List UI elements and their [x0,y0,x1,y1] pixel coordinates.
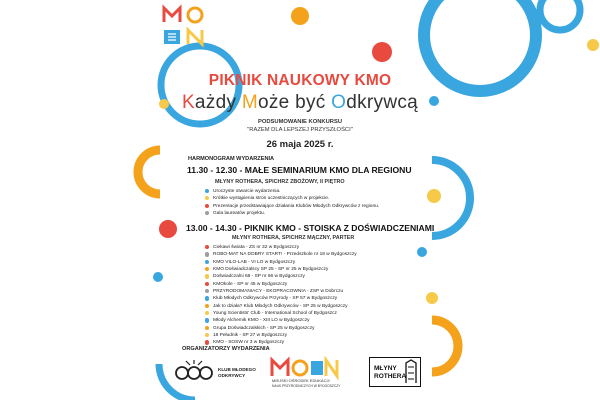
bullet-dot-icon [205,274,209,278]
session1-place: MŁYNY ROTHERA, SPICHRZ ZBOŻOWY, II PIĘTRO [215,179,345,185]
moen-logo-top [162,4,210,48]
orange-dot-top [291,7,309,25]
list-item [213,318,357,325]
session2-place: MŁYNY ROTHERA, SPICHRZ MĄCZNY, PARTER [232,235,355,241]
list-item-text: Klub Młodych Odkrywców Przyrody - SP 57 w Bydgoszczy [213,296,338,302]
bullet-dot-icon [205,318,209,322]
list-item [213,282,357,289]
bullet-dot-icon [205,296,209,300]
list-item-text: Uroczyste otwarcie wydarzenia. [213,189,281,194]
mlyny-rothera-text [374,365,406,381]
list-item-text: Ciekawi świata - ZS nr 32 w Bydgoszczy [213,245,300,250]
blue-ring-small-top [540,0,580,30]
list-item-text: KMO Doświadczalscy SP 25 - SP nr 25 w Bydgoszczy [213,267,329,273]
list-item [213,211,379,218]
list-item-text: Jak to działa? Klub Młodych Odkrywców - SP 25 w Bydgoszczy [213,303,348,309]
subtitle-part: K [181,92,195,113]
kmo-logo-text [218,367,256,378]
list-item-text: ROBO-MAT NA DOBRY START! - Przedszkole nr 18 w Bydgoszczy [213,252,357,258]
yellow-dot-right [587,39,599,51]
list-item [213,252,357,259]
orange-half-circle-left [138,150,160,194]
bullet-dot-icon [205,204,209,208]
yellow-dot-right-mid [427,189,441,203]
subtitle-part: O [331,92,347,113]
moen-line2: NAUK PRZYRODNICZYCH W BYDGOSZCZY [272,383,341,388]
session2-title: 13.00 - 14.30 - PIKNIK KMO - STOISKA Z DOŚWIADCZENIAMI [186,223,435,233]
list-item [213,274,357,281]
session1-title: 11.30 - 12.30 - MAŁE SEMINARIUM KMO DLA REGIONU [187,165,412,175]
orange-arc-right-bottom [432,320,458,372]
red-dot-right [372,42,392,62]
list-item-text: Doświadczalni 66 - SP nr 66 w Bydgoszczy [213,274,305,280]
subtitle-part: oże być [257,92,332,113]
page-subtitle [0,92,600,114]
red-dot-left [159,220,177,238]
list-item-text: Gala laureatów projektu. [213,210,265,216]
list-item-text: KMOkole - SP nr 45 w Bydgoszczy [213,281,288,287]
list-item-text: Prezentacje przedstawiające działania Klubów Młodych Odkrywców z regionu. [213,203,380,209]
bullet-dot-icon [205,340,209,344]
moen-logo-bottom [270,356,340,396]
kmo-line2: ODKRYWCY [218,372,246,378]
list-item-text: KMO VILO-LAB - VI LO w Bydgoszczy [213,259,296,265]
blue-dot-right-mid [417,247,427,257]
subtitle-part: dkrywcą [346,92,419,113]
bullet-dot-icon [205,282,209,286]
mlyny-line1: MŁYNY [374,365,397,372]
page-title: PIKNIK NAUKOWY KMO [208,72,392,89]
list-item-text: Krótkie wystąpienia stron uczestniczących w projekcie. [213,196,330,202]
session1-list [213,189,379,218]
list-item-text: Młody Alchemik KMO - XIII LO w Bydgoszczy [213,318,310,324]
yellow-dot-right-lower [426,292,438,304]
kmo-line1: KLUB MŁODEGO [218,367,256,372]
list-item [213,260,357,267]
list-item-text: KMO - SOSW nr 3 w Bydgoszczy [213,340,285,346]
bullet-dot-icon [205,260,209,264]
list-item-text: PRZYRODOMANIACY - EKOPRACOWNIA - ZSP w Dobrczu [213,289,344,295]
subtitle-part: M [241,92,258,113]
list-item-text: Grupa Doświadczalskich - SP 25 w Bydgoszczy [213,325,315,331]
contest-name: "RAZEM DLA LEPSZEJ PRZYSZŁOŚCI" [247,127,353,133]
session2-list [213,245,357,348]
mlyny-line2: ROTHERA [374,373,407,380]
schedule-heading: HARMONOGRAM WYDARZENIA [188,156,275,162]
bullet-dot-icon [205,252,209,256]
event-date: 26 maja 2025 r. [266,139,334,150]
blue-dot-left [153,272,163,282]
moen-line1: MIEJSKI OŚRODEK EDUKACJI [272,378,330,383]
list-item-text: 18 Pełudnik - SP 27 w Bydgoszczy [213,333,288,339]
list-item [213,304,357,311]
list-item [213,204,379,211]
moen-logo-text [272,379,352,388]
list-item-text: Young Scientists' Club - International School of Bydgoszcz [213,311,337,317]
list-item [213,296,357,303]
subtitle-part: ażdy [194,92,242,113]
organizers-heading: ORGANIZATORZY WYDARZENIA [182,346,270,352]
list-item [213,196,379,203]
contest-heading: PODSUMOWANIE KONKURSU [257,119,343,125]
